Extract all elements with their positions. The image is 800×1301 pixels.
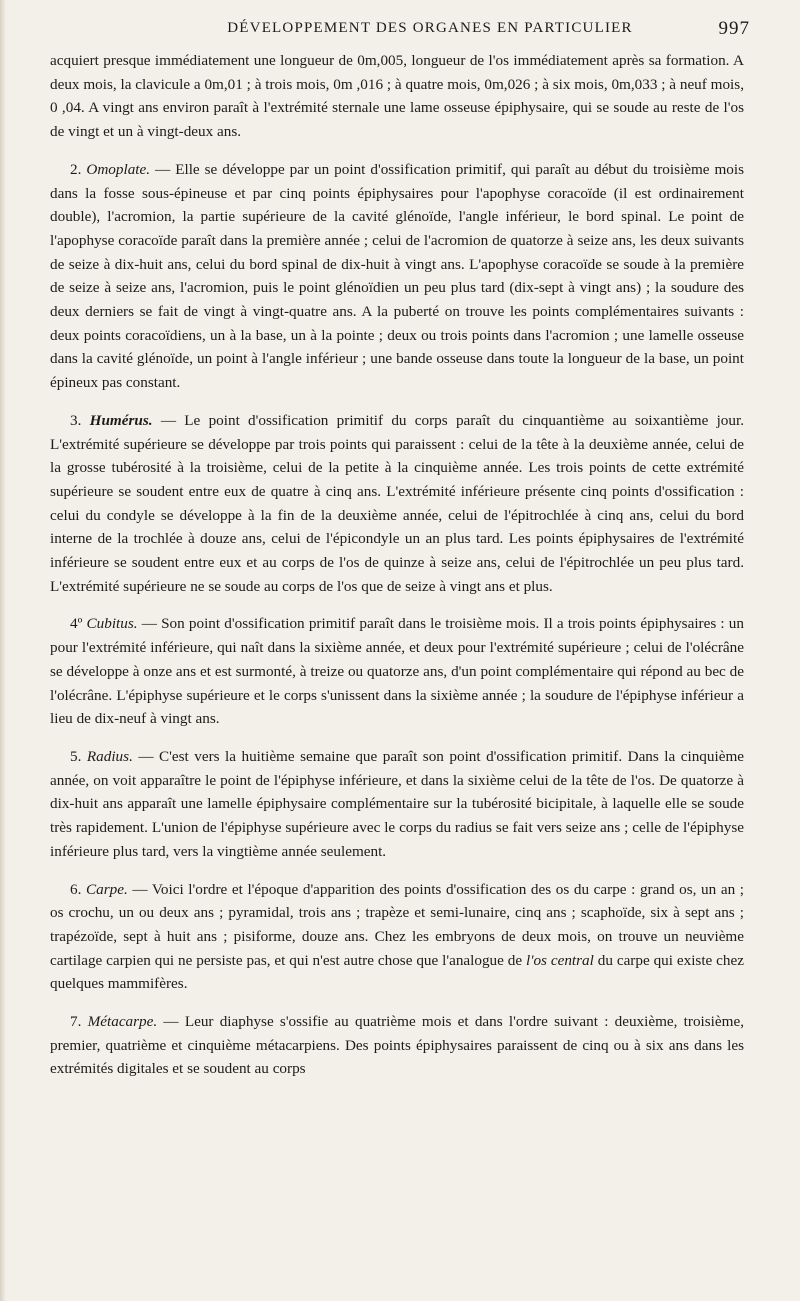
paragraph-radius	[50, 745, 744, 864]
section-text: — Leur diaphyse s'ossifie au quatrième mois et dans l'ordre suivant : deuxième, troisième, premier, quatrième et cinquième métacarpiens. Des points épiphysaires paraissent de cinq ou à six ans dans les extrémités digitales et se soudent au corps	[50, 1013, 744, 1078]
paragraph-clavicle-continued: acquiert presque immédiatement une longueur de 0m,005, longueur de l'os immédiatement après sa formation. A deux mois, la clavicule a 0m,01 ; à trois mois, 0m ,016 ; à quatre mois, 0m,026 ; à six mois, 0m,033 ; à neuf mois, 0 ,04. A vingt ans environ paraît à l'extrémité sternale une lame osseuse épiphysaire, qui se soude au reste de l'os de vingt et un à vingt-deux ans.	[50, 52, 744, 141]
section-text: — Son point d'ossification primitif paraît dans le troisième mois. Il a trois points épiphysaires : un pour l'extrémité inférieure, qui naît dans la sixième année, et deux pour l'extrémité supérieure ; celui de l'olécrâne se développe à onze ans et est surmonté, à treize ou quatorze ans, d'un point complémentaire qui répond au bec de l'olécrâne. L'épiphyse supérieure et le corps s'unissent dans la sixième année ; la soudure de l'épiphyse inférieur a lieu de dix-neuf à vingt ans.	[50, 615, 744, 728]
running-title: DÉVELOPPEMENT DES ORGANES EN PARTICULIER	[227, 20, 633, 36]
running-header	[50, 18, 750, 42]
section-number: 7.	[70, 1013, 82, 1031]
section-text: — Le point d'ossification primitif du corps paraît du cinquantième au soixantième jour. L'extrémité supérieure se développe par trois points qui paraissent : celui de la tête à la deuxième année, celui de la grosse tubérosité à la troisième, celui de la petite à la cinquième année. Les trois points de cette extrémité supérieure se soudent entre eux de quatre à cinq ans. L'extrémité inférieure présente cinq points d'ossification : celui du condyle se développe à la fin de la deuxième année, celui de l'épitrochlée à cinq ans, celui du bord interne de la trochlée à douze ans, celui de l'épicondyle un an plus tard. Les points épiphysaires de l'extrémité inférieure se soudent entre eux et au corps de l'os de quinze à seize ans, celui de l'épitrochlée un peu plus tard. L'extrémité supérieure ne se soude au corps de l'os que de seize à vingt ans et plus.	[50, 411, 745, 595]
page-number: 997	[718, 18, 750, 39]
section-heading-omoplate: Omoplate.	[86, 160, 151, 178]
paragraph-humerus	[50, 409, 744, 599]
section-number: 4º	[70, 615, 83, 633]
section-heading-carpe: Carpe.	[86, 880, 128, 898]
emphasis-os-central: l'os central	[526, 951, 594, 969]
page-edge-shadow	[0, 0, 6, 1301]
paragraph-cubitus	[50, 612, 744, 731]
section-heading-cubitus: Cubitus.	[86, 615, 138, 633]
section-number: 6.	[70, 880, 82, 898]
section-heading-radius: Radius.	[86, 747, 133, 765]
section-number: 2.	[70, 160, 82, 178]
paragraph-metacarpe	[50, 1010, 744, 1081]
body-text	[50, 49, 744, 1081]
paragraph-carpe	[50, 878, 744, 997]
section-text: — Elle se développe par un point d'ossification primitif, qui paraît au début du troisième mois dans la fosse sous-épineuse et par cinq points épiphysaires pour l'apophyse coracoïde (il est ordinairement double), l'acromion, la partie supérieure de la cavité glénoïde, l'angle inférieur, le bord spinal. Le point de l'apophyse coracoïde paraît dans la première année ; celui de l'acromion de quatorze à seize ans, les deux suivants de seize à dix-huit ans, celui du bord spinal de dix-huit à vingt ans. L'apophyse coracoïde se soude à la première de seize à seize ans, l'acromion, puis le point glénoïdien un peu plus tard (dix-sept à vingt ans) ; la soudure des deux derniers se fait de vingt à vingt-quatre ans. A la puberté on trouve les points complémentaires suivants : deux points coracoïdiens, un à la base, un à la pointe ; deux ou trois points dans l'acromion ; une lamelle osseuse dans la cavité glénoïde, un point à l'angle inférieur ; une bande osseuse dans toute la longueur de la base, un point épineux pas constant.	[50, 160, 745, 392]
section-text: du carpe qui existe chez quelques mammifères.	[50, 951, 744, 993]
section-text: — Voici l'ordre et l'époque d'apparition des points d'ossification des os du carpe : grand os, un an ; os crochu, un ou deux ans ; pyramidal, trois ans ; trapèze et semi-lunaire, cinq ans ; scaphoïde, six à sept ans ; trapézoïde, sept à huit ans ; pisiforme, douze ans. Chez les embryons de deux mois, on trouve un neuvième cartilage carpien qui ne persiste pas, et qui n'est autre chose que l'analogue de	[50, 880, 744, 969]
section-number: 3.	[70, 411, 82, 429]
section-heading-humerus: Humérus.	[89, 411, 153, 429]
section-text: — C'est vers la huitième semaine que paraît son point d'ossification primitif. Dans la cinquième année, on voit apparaître le point de l'épiphyse inférieure, et dans la sixième celui de la tête de l'os. De quatorze à dix-huit ans apparaît une lamelle épiphysaire complémentaire sur la tubérosité bicipitale, à laquelle elle se soude très rapidement. L'union de l'épiphyse supérieure avec le corps du radius se fait vers seize ans ; celle de l'épiphyse inférieure plus tard, vers la vingtième année seulement.	[50, 747, 744, 860]
section-heading-metacarpe: Métacarpe.	[87, 1013, 158, 1031]
section-number: 5.	[70, 747, 82, 765]
paragraph-omoplate	[50, 158, 744, 395]
